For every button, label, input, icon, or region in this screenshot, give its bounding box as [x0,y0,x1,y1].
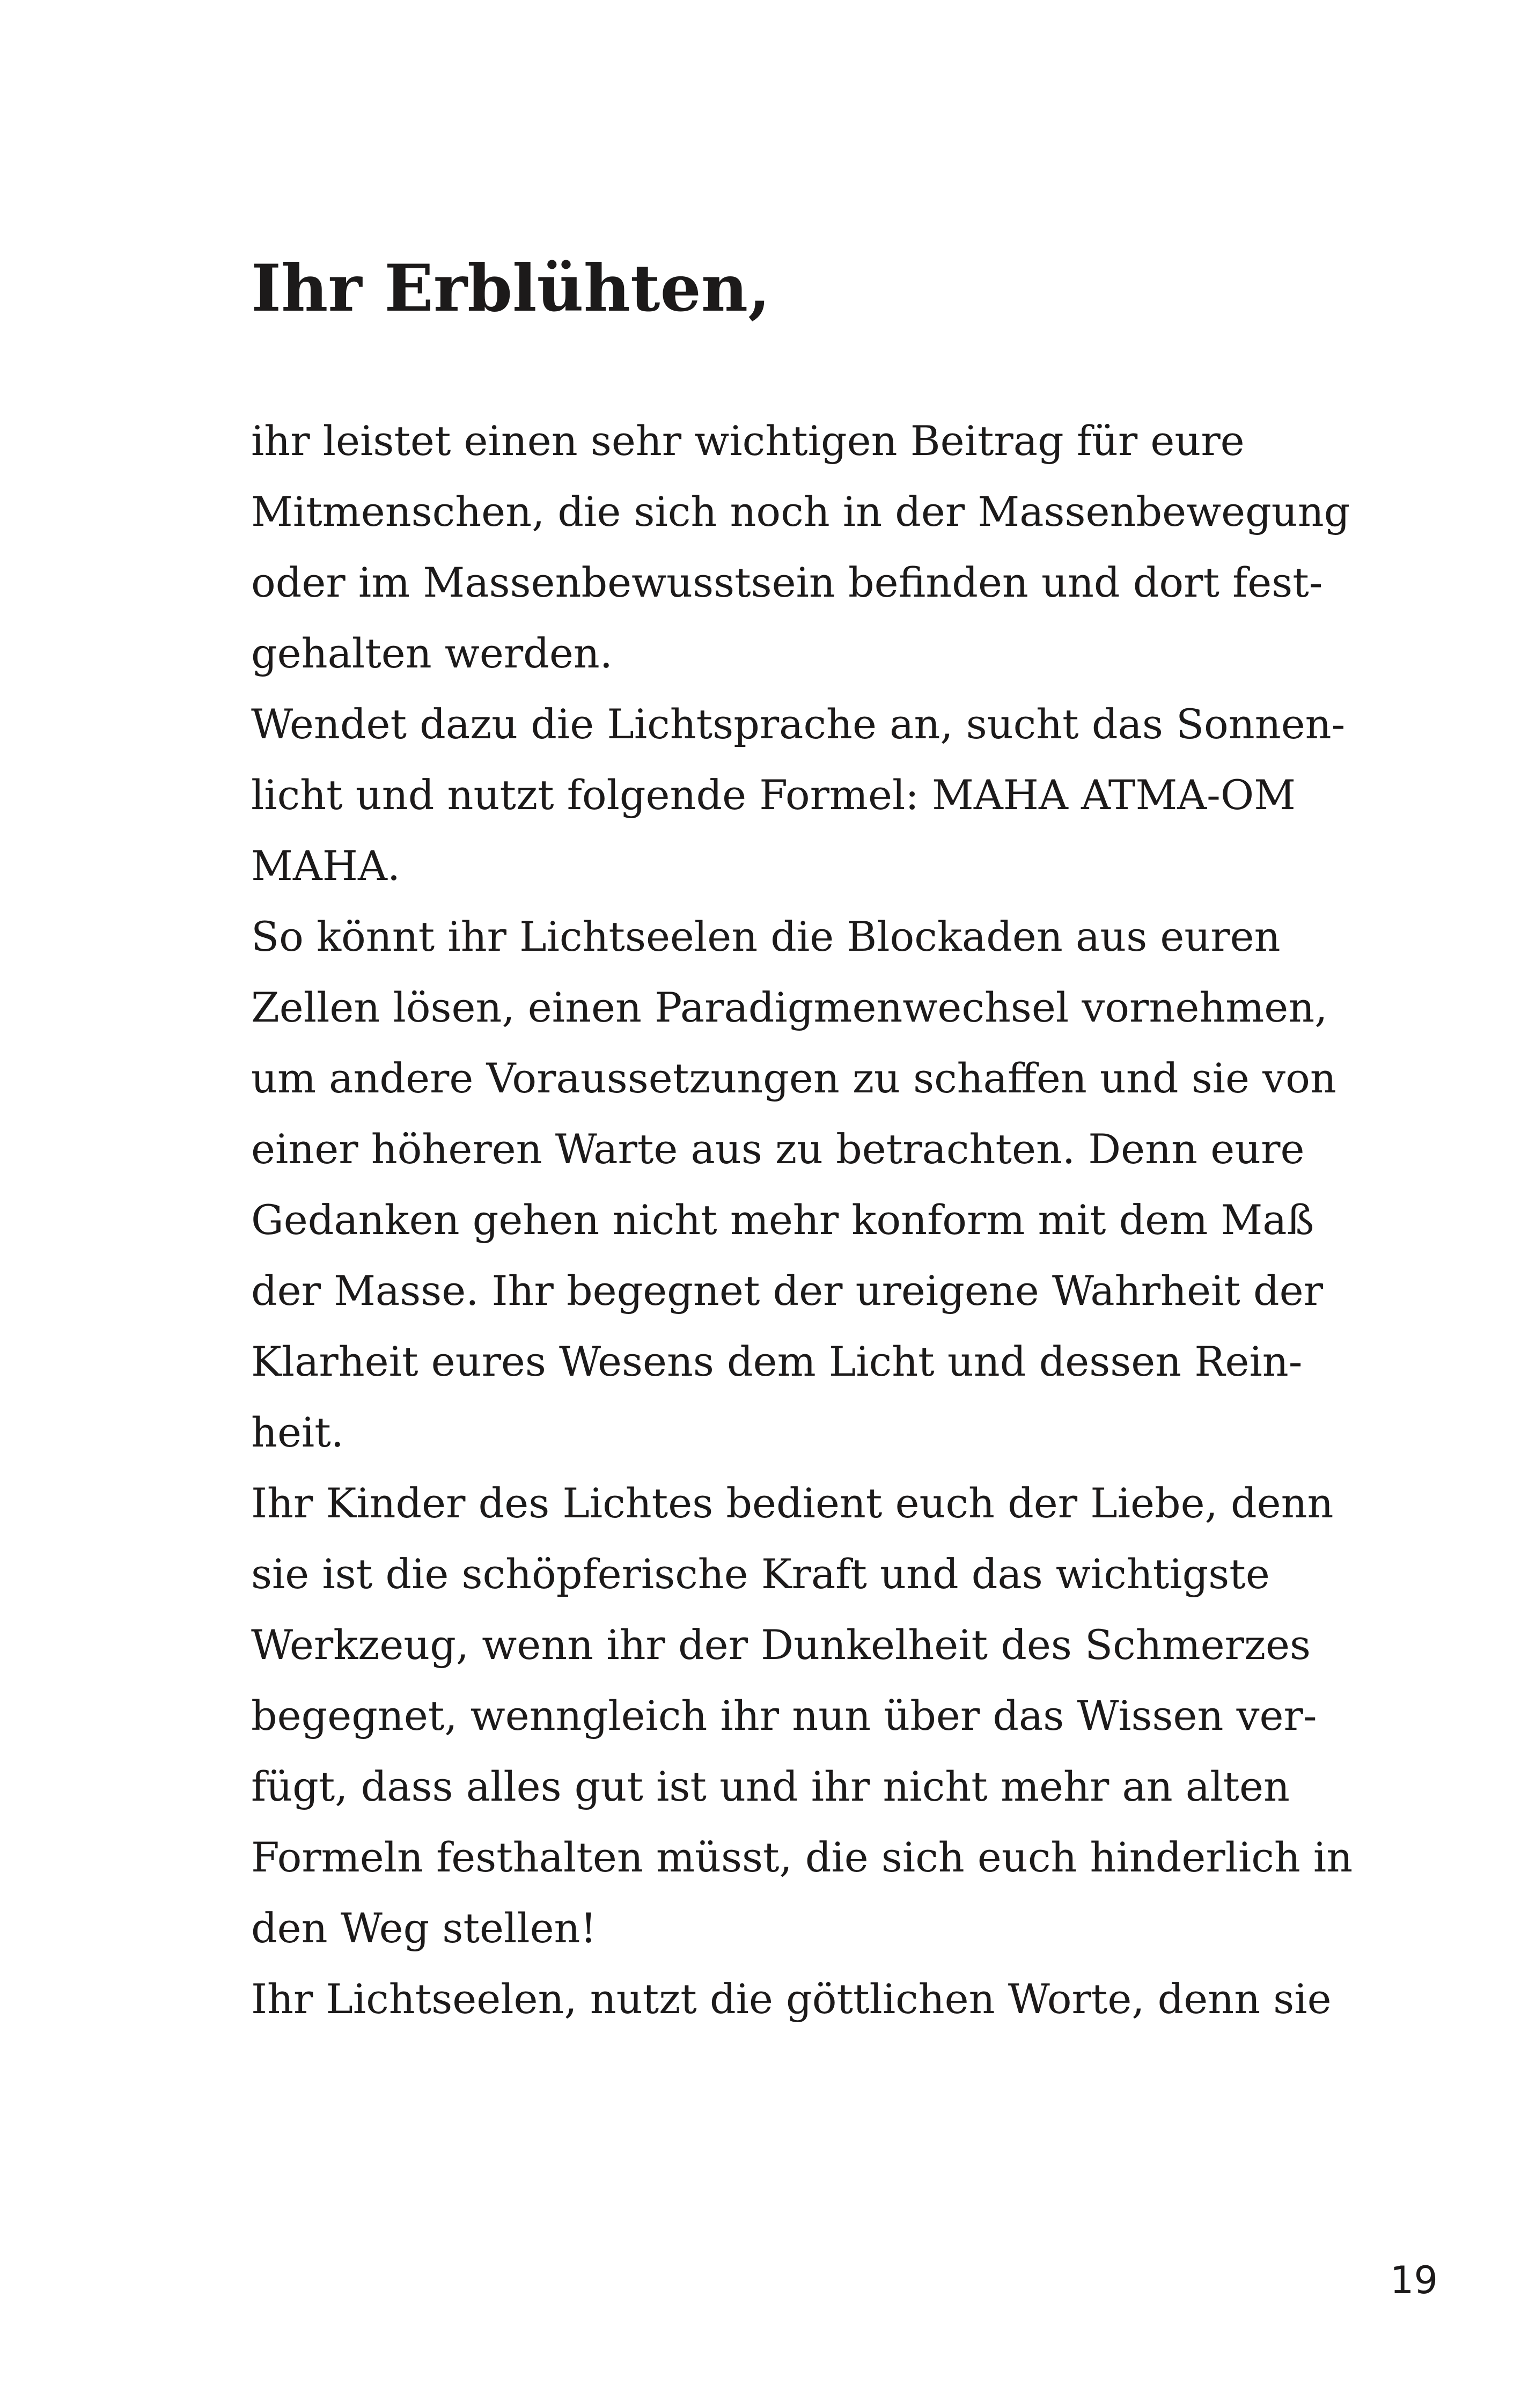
text-line: Ihr Lichtseelen, nutzt die göttlichen Worte, denn sie [251,1975,1332,2023]
text-line: Gedanken gehen nicht mehr konform mit dem Maß [251,1196,1314,1244]
text-line: Klarheit eures Wesens dem Licht und dessen Rein- [251,1338,1303,1385]
text-line: heit. [251,1408,344,1456]
text-line: licht und nutzt folgende Formel: MAHA ATMA-OM [251,771,1296,819]
text-line: ihr leistet einen sehr wichtigen Beitrag für eure [251,417,1245,465]
text-line: gehalten werden. [251,629,613,677]
text-line: Ihr Kinder des Lichtes bedient euch der Liebe, denn [251,1479,1334,1527]
page-number: 19 [1390,2258,1438,2302]
text-line: den Weg stellen! [251,1904,597,1952]
body-text [251,406,1353,2035]
text-line: So könnt ihr Lichtseelen die Blockaden aus euren [251,913,1281,960]
text-line: der Masse. Ihr begegnet der ureigene Wahrheit der [251,1267,1323,1315]
text-line: oder im Massenbewusstsein befinden und dort fest- [251,559,1323,606]
text-line: sie ist die schöpferische Kraft und das wichtigste [251,1550,1270,1598]
page-heading: Ihr Erblühten, [251,251,770,326]
text-line: Zellen lösen, einen Paradigmenwechsel vornehmen, [251,983,1328,1031]
text-line: Mitmenschen, die sich noch in der Massenbewegung [251,488,1350,535]
text-line: begegnet, wenngleich ihr nun über das Wissen ver- [251,1692,1317,1739]
text-line: Wendet dazu die Lichtsprache an, sucht das Sonnen- [251,700,1346,748]
text-line: einer höheren Warte aus zu betrachten. Denn eure [251,1125,1305,1173]
text-line: MAHA. [251,842,401,890]
text-line: Werkzeug, wenn ihr der Dunkelheit des Schmerzes [251,1621,1311,1669]
text-line: um andere Voraussetzungen zu schaffen und sie von [251,1054,1336,1102]
text-line: Formeln festhalten müsst, die sich euch hinderlich in [251,1833,1353,1881]
text-line: fügt, dass alles gut ist und ihr nicht mehr an alten [251,1763,1290,1810]
